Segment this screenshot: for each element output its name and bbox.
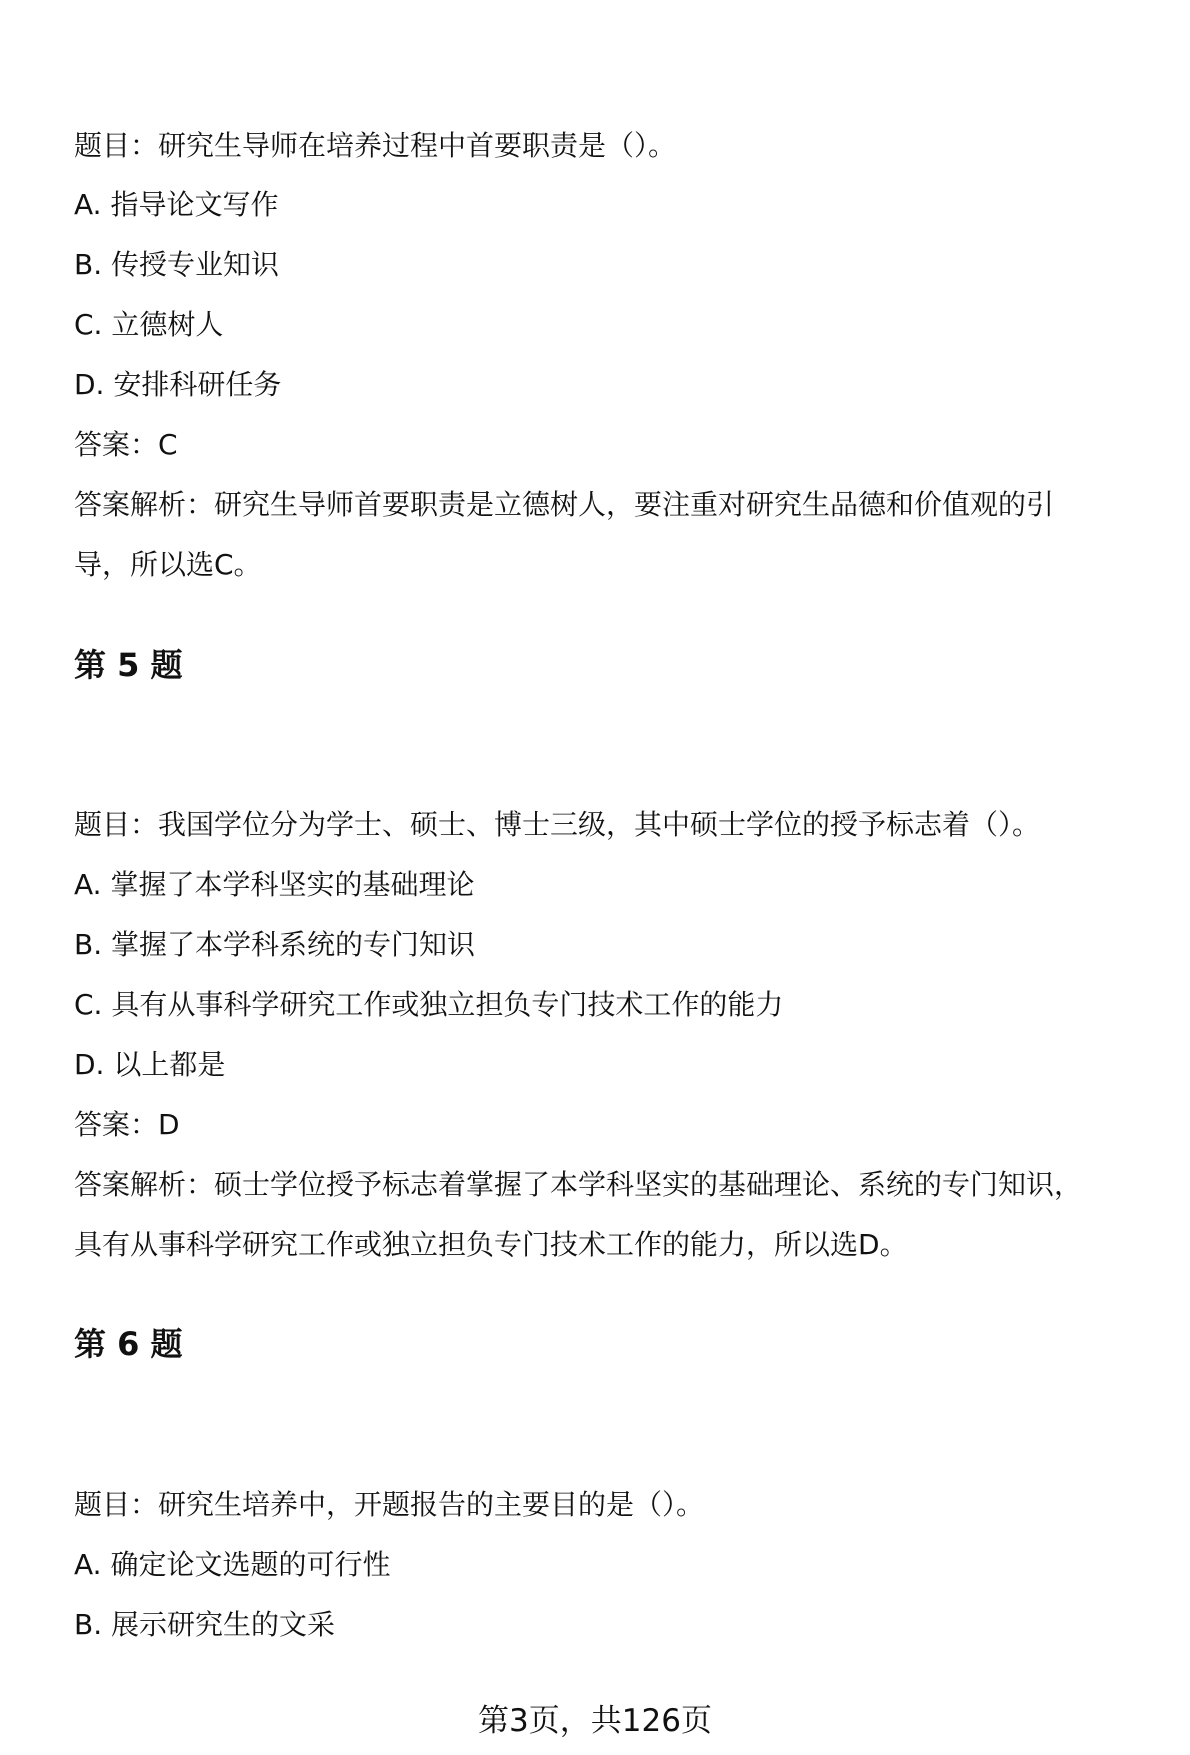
q5-analysis-line-2: 具有从事科学研究工作或独立担负专门技术工作的能力，所以选D。	[74, 1228, 908, 1261]
q4-analysis-line-1: 答案解析：研究生导师首要职责是立德树人，要注重对研究生品德和价值观的引	[74, 488, 1055, 521]
q4-option-a: A. 指导论文写作	[74, 188, 279, 221]
page-number-footer: 第3页，共126页	[478, 1703, 712, 1739]
q4-answer: 答案：C	[74, 428, 178, 461]
q5-heading: 第 5 题	[74, 646, 183, 684]
q6-option-b: B. 展示研究生的文采	[74, 1608, 336, 1641]
q4-stem: 题目：研究生导师在培养过程中首要职责是（）。	[74, 129, 677, 162]
q6-heading: 第 6 题	[74, 1325, 183, 1363]
q5-option-d: D. 以上都是	[74, 1048, 226, 1081]
q5-option-a: A. 掌握了本学科坚实的基础理论	[74, 868, 475, 901]
q5-stem: 题目：我国学位分为学士、硕士、博士三级，其中硕士学位的授予标志着（）。	[74, 808, 1041, 841]
q4-option-d: D. 安排科研任务	[74, 368, 282, 401]
q4-option-b: B. 传授专业知识	[74, 248, 280, 281]
q6-stem: 题目：研究生培养中，开题报告的主要目的是（）。	[74, 1488, 705, 1521]
q5-analysis-line-1: 答案解析：硕士学位授予标志着掌握了本学科坚实的基础理论、系统的专门知识，	[74, 1168, 1083, 1201]
q4-analysis-line-2: 导，所以选C。	[74, 548, 262, 581]
q5-option-c: C. 具有从事科学研究工作或独立担负专门技术工作的能力	[74, 988, 784, 1021]
q5-option-b: B. 掌握了本学科系统的专门知识	[74, 928, 476, 961]
q5-answer: 答案：D	[74, 1108, 180, 1141]
q4-option-c: C. 立德树人	[74, 308, 224, 341]
q6-option-a: A. 确定论文选题的可行性	[74, 1548, 391, 1581]
